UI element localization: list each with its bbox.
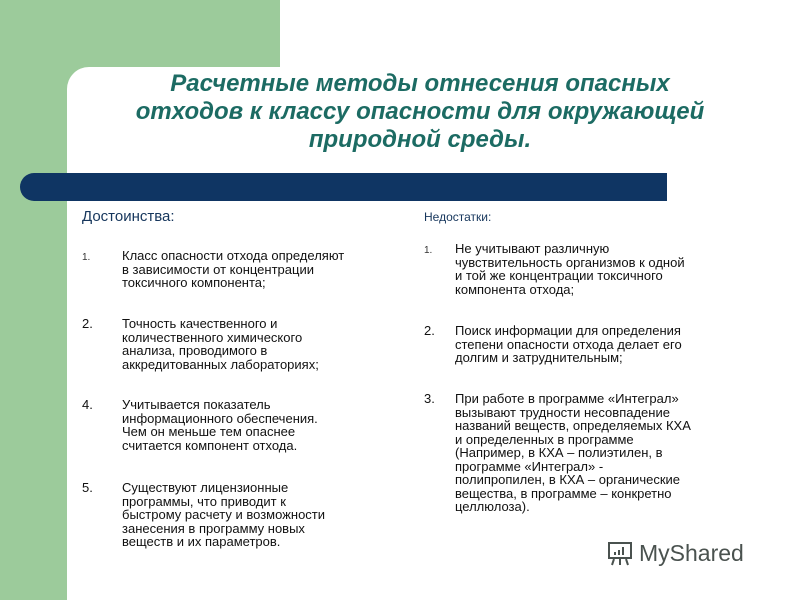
item-number: 2. <box>424 323 435 338</box>
disadvantages-heading: Недостатки: <box>424 210 492 224</box>
item-number: 4. <box>82 397 93 412</box>
presentation-board-icon <box>605 538 635 568</box>
item-text: При работе в программе «Интеграл» вызывают трудности несовпадение названий веществ, определяемых КХА и определенных в программе (Например, в КХА – полиэтилен, в программе «Интеграл» - полипропилен, в КХА – органические вещества, в программе – конкретно целлюлоза). <box>455 391 691 514</box>
slide-title: Расчетные методы отнесения опасных отходов к классу опасности для окружающей природной среды. <box>135 70 705 153</box>
item-text: Поиск информации для определения степени опасности отхода делает его долгим и затруднительным; <box>455 323 682 365</box>
item-text: Класс опасности отхода определяют в зависимости от концентрации токсичного компонента; <box>122 248 345 290</box>
advantages-heading: Достоинства: <box>82 208 175 225</box>
myshared-watermark <box>605 538 744 568</box>
item-number: 2. <box>82 316 93 331</box>
item-text: Не учитывают различную чувствительность организмов к одной и той же концентрации токсичного компонента отхода; <box>455 241 685 297</box>
item-number: 5. <box>82 480 93 495</box>
item-number: 1. <box>424 245 433 256</box>
watermark-text: MyShared <box>639 539 744 566</box>
item-text: Существуют лицензионные программы, что приводит к быстрому расчету и возможности занесения в программу новых веществ и их параметров. <box>122 480 326 549</box>
title-divider-bar <box>20 173 667 201</box>
green-left-strip <box>0 0 68 600</box>
item-text: Учитывается показатель информационного обеспечения. Чем он меньше тем опаснее считается компонент отхода. <box>122 397 318 453</box>
item-number: 3. <box>424 391 435 406</box>
item-text: Точность качественного и количественного химического анализа, проводимого в аккредитованных лабораториях; <box>122 316 319 372</box>
item-number: 1. <box>82 252 91 263</box>
